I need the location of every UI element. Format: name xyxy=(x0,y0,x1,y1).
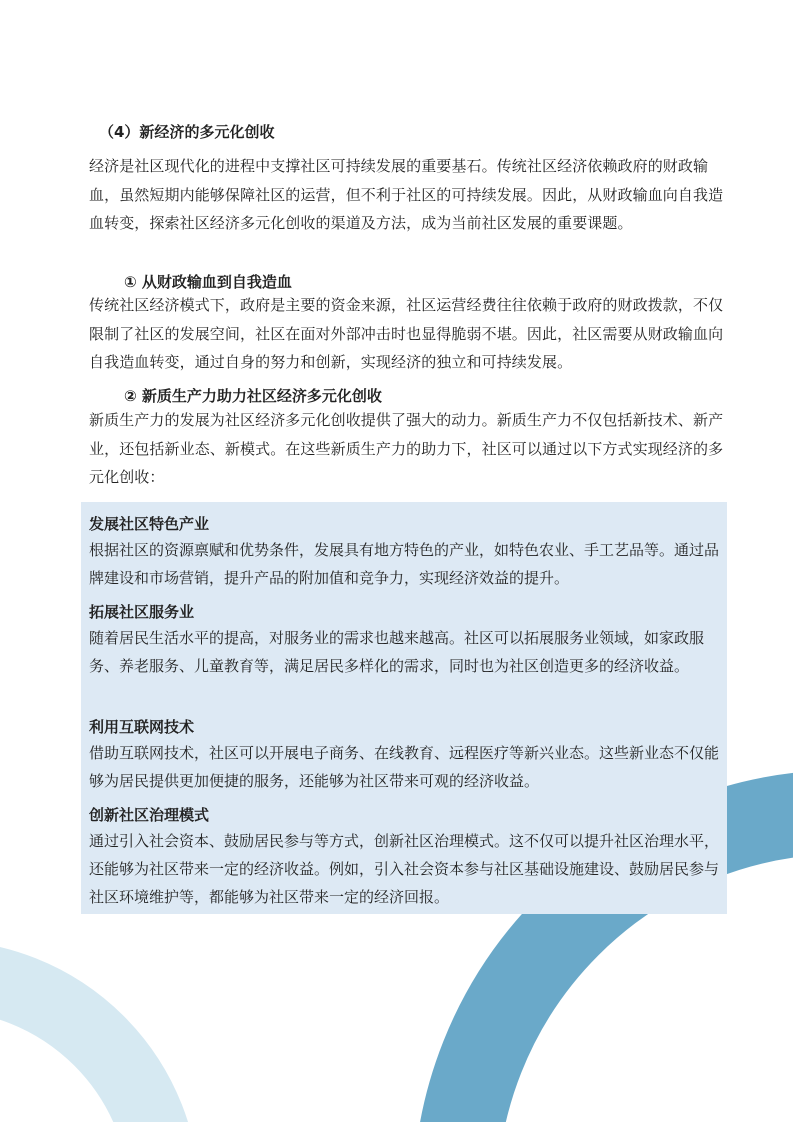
item-title-industry: 发展社区特色产业 xyxy=(89,515,210,533)
item-body-industry: 根据社区的资源禀赋和优势条件，发展具有地方特色的产业，如特色农业、手工艺品等。通过品牌建设和市场营销，提升产品的附加值和竞争力，实现经济效益的提升。 xyxy=(89,541,720,587)
item-title-service: 拓展社区服务业 xyxy=(89,603,195,621)
sub2-heading: ② 新质生产力助力社区经济多元化创收 xyxy=(124,387,382,405)
sub1-heading: ① 从财政输血到自我造血 xyxy=(124,273,292,291)
sub2-body: 新质生产力的发展为社区经济多元化创收提供了强大的动力。新质生产力不仅包括新技术、新产业，还包括新业态、新模式。在这些新质生产力的助力下，社区可以通过以下方式实现经济的多元化创收： xyxy=(89,411,724,486)
item-title-governance: 创新社区治理模式 xyxy=(89,806,210,824)
item-body-governance: 通过引入社会资本、鼓励居民参与等方式，创新社区治理模式。这不仅可以提升社区治理水平，还能够为社区带来一定的经济收益。例如，引入社会资本参与社区基础设施建设、鼓励居民参与社区环境维护等，都能够为社区带来一定的经济回报。 xyxy=(89,832,720,906)
light-blue-ring-decoration xyxy=(0,975,165,1122)
section-intro: 经济是社区现代化的进程中支撑社区可持续发展的重要基石。传统社区经济依赖政府的财政输血，虽然短期内能够保障社区的运营，但不利于社区的可持续发展。因此，从财政输血向自我造血转变，探索社区经济多元化创收的渠道及方法，成为当前社区发展的重要课题。 xyxy=(89,157,724,232)
item-body-service: 随着居民生活水平的提高，对服务业的需求也越来越高。社区可以拓展服务业领域，如家政服务、养老服务、儿童教育等，满足居民多样化的需求，同时也为社区创造更多的经济收益。 xyxy=(89,629,705,675)
item-body-internet: 借助互联网技术，社区可以开展电子商务、在线教育、远程医疗等新兴业态。这些新业态不仅能够为居民提供更加便捷的服务，还能够为社区带来可观的经济收益。 xyxy=(89,744,720,790)
sub1-body: 传统社区经济模式下，政府是主要的资金来源，社区运营经费往往依赖于政府的财政拨款，不仅限制了社区的发展空间，社区在面对外部冲击时也显得脆弱不堪。因此，社区需要从财政输血向自我造血转变，通过自身的努力和创新，实现经济的独立和可持续发展。 xyxy=(89,296,724,371)
section-heading: （4）新经济的多元化创收 xyxy=(99,123,275,141)
item-title-internet: 利用互联网技术 xyxy=(89,718,195,736)
